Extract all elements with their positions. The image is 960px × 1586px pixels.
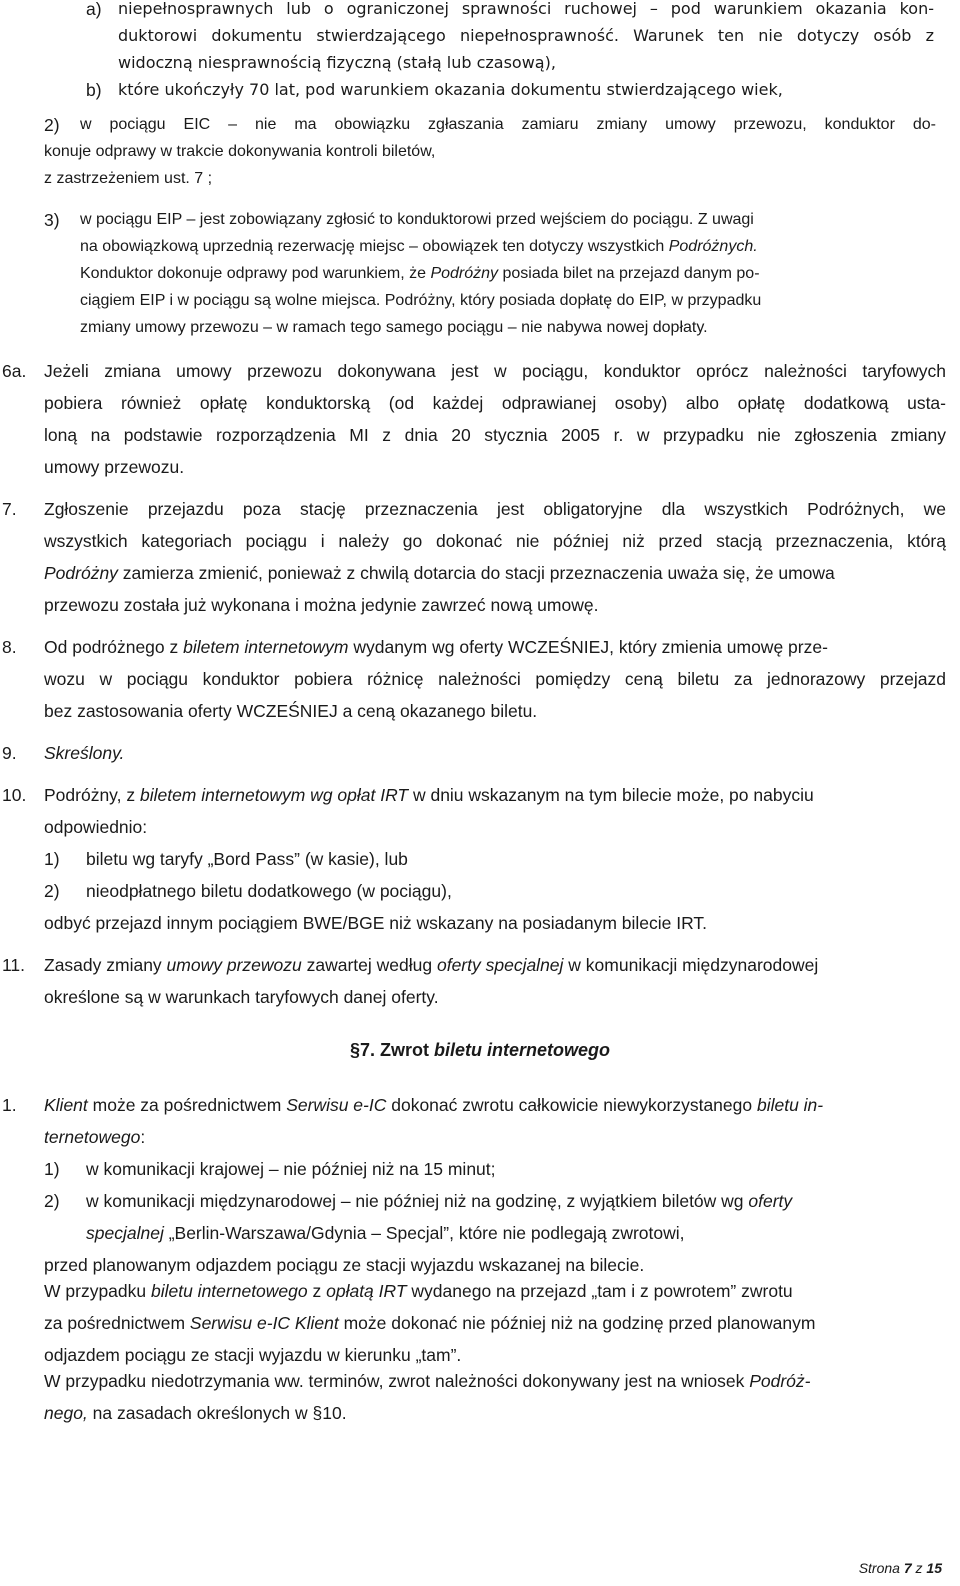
text-span: może za pośrednictwem [87,1095,287,1115]
paragraph-number: 10. [2,785,27,805]
text-line [44,742,124,764]
text-span: w dniu wskazanym na tym bilecie może, po nabyciu [408,785,814,805]
paragraph-number: 9. [2,743,17,763]
text-span: Podróż- [749,1371,811,1391]
list-label: 1) [44,1159,60,1179]
text-span: oferty specjalnej [436,955,564,975]
text-span: z [307,1281,327,1301]
text-span: Podróżny, z [44,785,140,805]
text-span: 7 [903,1560,912,1576]
text-line [44,636,828,658]
text-span: ternetowego [44,1127,141,1147]
paragraph-number: 8. [2,637,17,657]
text-line: Jeżeli zmiana umowy przewozu dokonywana jest w pociągu, konduktor oprócz należności taryfowych [44,361,946,381]
text-span: biletu internetowego [150,1281,308,1301]
text-span: biletu internetowego [434,1040,611,1060]
text-span: w komunikacji międzynarodowej – nie później niż na godzinę, z wyjątkiem biletów wg [86,1191,749,1211]
text-span: na obowiązkową uprzednią rezerwację miejsc – obowiązek ten dotyczy wszystkich [80,238,669,255]
list-label: 2) [44,115,60,135]
text-line: loną na podstawie rozporządzenia MI z dnia 20 stycznia 2005 r. w przypadku nie zgłoszenia zmiany [44,425,946,445]
text-line: odjazdem pociągu ze stacji wyjazdu w kierunku „tam”. [44,1345,462,1365]
text-span: wydanego na przejazd „tam i z powrotem” zwrotu [406,1281,793,1301]
text-span: umowy przewozu [166,955,302,975]
text-span: w komunikacji międzynarodowej [563,955,819,975]
paragraph-number: 6a. [2,361,27,381]
text-span: opłatą IRT [326,1281,407,1301]
text-span: Serwisu e-IC Klient [189,1313,339,1333]
text-span: Od podróżnego z [44,637,184,657]
text-span: W przypadku niedotrzymania ww. terminów, zwrot należności dokonywany jest na wniosek [44,1371,750,1391]
text-line: Zgłoszenie przejazdu poza stację przeznaczenia jest obligatoryjne dla wszystkich Podróżnych, we [44,499,946,519]
text-span: ciągiem EIP i w pociągu są wolne miejsca. [80,292,381,309]
text-span: Klient [44,1095,88,1115]
text-span: z [911,1560,927,1576]
section-heading [0,1039,960,1061]
text-span: specjalnej [86,1223,164,1243]
text-span: biletem internetowym wg opłat IRT [139,785,409,805]
paragraph-number: 11. [2,955,26,975]
text-span: Skreślony. [44,743,125,763]
text-line [44,1312,815,1334]
text-line: konuje odprawy w trakcie dokonywania kontroli biletów, [44,143,436,160]
text-span: : [140,1127,146,1147]
list-label: 1) [44,849,60,869]
text-line: w komunikacji krajowej – nie później niż na 15 minut; [86,1159,496,1179]
text-span: W przypadku [44,1281,151,1301]
text-line: które ukończyły 70 lat, pod warunkiem okazania dokumentu stwierdzającego wiek, [118,80,783,99]
text-span: biletu in- [756,1095,824,1115]
text-line: w pociągu EIC – nie ma obowiązku zgłaszania zamiaru zmiany umowy przewozu, konduktor do- [80,116,936,133]
text-span: biletem internetowym [183,637,349,657]
text-span: Konduktor dokonuje odprawy pod warunkiem, że [80,265,431,282]
text-line [80,290,761,312]
text-line [44,562,946,584]
text-span: 15 [926,1560,942,1576]
text-span: za pośrednictwem [44,1313,190,1333]
text-line [86,1222,685,1244]
paragraph-number: 1. [2,1095,17,1115]
text-line [44,1126,145,1148]
text-line: odbyć przejazd innym pociągiem BWE/BGE niż wskazany na posiadanym bilecie IRT. [44,913,708,933]
text-span: oferty [748,1191,793,1211]
text-line: określone są w warunkach taryfowych danej oferty. [44,987,439,1007]
text-line: niepełnosprawnych lub o ograniczonej sprawności ruchowej – pod warunkiem okazania kon- [118,0,934,18]
list-label: 2) [44,881,60,901]
text-span: Strona [858,1560,904,1576]
text-span: §7. Zwrot [349,1040,434,1060]
text-span: nego, [44,1403,88,1423]
text-line [86,1190,792,1212]
text-span: Podróżnych. [668,238,758,255]
text-span: może dokonać nie później niż na godzinę przed planowanym [338,1313,816,1333]
text-line [80,236,758,258]
text-line [44,784,814,806]
text-span: Podróżny, który posiada dopłatę do EIP, w przypadku [380,292,762,309]
text-span: Z uwagi [697,211,754,228]
text-line: odpowiednio: [44,817,148,837]
text-span: „Berlin-Warszawa/Gdynia – Specjal”, które nie podlegają zwrotowi, [163,1223,685,1243]
text-line: wszystkich kategoriach pociągu i należy go dokonać nie później niż przed stacją przeznaczenia, którą [44,531,946,551]
text-span: na zasadach określonych w §10. [87,1403,347,1423]
page-number [859,1560,942,1576]
text-line: bez zastosowania oferty WCZEŚNIEJ a ceną okazanego biletu. [44,701,538,721]
text-line: biletu wg taryfy „Bord Pass” (w kasie), lub [86,849,408,869]
text-span: w pociągu EIP – jest zobowiązany zgłosić to konduktorowi przed wejściem do pociągu. [80,211,694,228]
paragraph-number: 7. [2,499,17,519]
text-line: wozu w pociągu konduktor pobiera różnicę należności pomiędzy ceną biletu za jednorazowy przejazd [44,669,946,689]
text-line [44,1094,823,1116]
text-span: zamierza zmienić, ponieważ z chwilą dotarcia do stacji przeznaczenia uważa się, że umowa [117,563,835,583]
list-label: 2) [44,1191,60,1211]
text-line [44,1402,347,1424]
text-line: widoczną niesprawnością fizyczną (stałą lub czasową), [118,53,556,72]
text-span: posiada bilet na przejazd danym po- [498,265,760,282]
text-line: z zastrzeżeniem ust. 7 ; [44,170,213,187]
text-line: przewozu została już wykonana i można jedynie zawrzeć nową umowę. [44,595,599,615]
text-line: zmiany umowy przewozu – w ramach tego samego pociągu – nie nabywa nowej dopłaty. [80,319,708,336]
text-span: Podróżny [430,265,499,282]
text-line: pobiera również opłatę konduktorską (od każdej odprawianej osoby) albo opłatę dodatkową usta- [44,393,946,413]
list-label-b: b) [86,80,102,100]
text-span: Zasady zmiany [44,955,167,975]
text-line: umowy przewozu. [44,457,185,477]
text-span: zawartej według [301,955,437,975]
text-line [44,1370,810,1392]
text-span: Podróżny [44,563,118,583]
text-line [80,263,760,285]
list-label-a: a) [86,0,102,19]
text-line: przed planowanym odjazdem pociągu ze stacji wyjazdu wskazanej na bilecie. [44,1255,645,1275]
text-span: Serwisu e-IC [286,1095,387,1115]
text-span: wydanym wg oferty WCZEŚNIEJ, który zmienia umowę prze- [348,637,828,657]
text-span: dokonać zwrotu całkowicie niewykorzystanego [386,1095,757,1115]
text-line: nieodpłatnego biletu dodatkowego (w pociągu), [86,881,452,901]
text-line [80,209,754,231]
text-line: duktorowi dokumentu stwierdzającego niepełnosprawność. Warunek ten nie dotyczy osób z [118,26,934,45]
list-label: 3) [44,210,60,230]
text-line [44,1280,793,1302]
text-line [44,954,818,976]
